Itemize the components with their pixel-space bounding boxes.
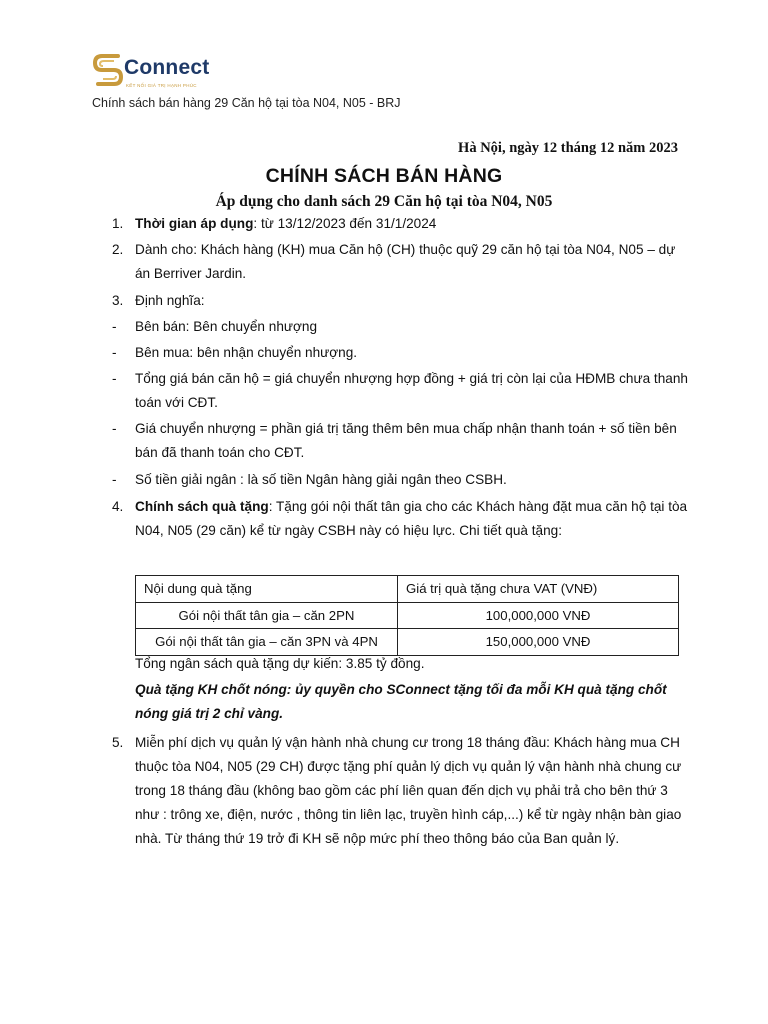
definition-item	[112, 468, 692, 492]
dash-marker: -	[112, 345, 117, 360]
table-header-cell: Nội dung quà tặng	[136, 576, 398, 603]
item-number: 1.	[112, 216, 124, 231]
table-cell: Gói nội thất tân gia – căn 2PN	[136, 602, 398, 629]
definition-item	[112, 341, 692, 365]
list-item-2	[112, 238, 692, 286]
dash-marker: -	[112, 421, 117, 436]
item-text: : từ 13/12/2023 đến 31/1/2024	[253, 216, 437, 231]
definition-item	[112, 315, 692, 339]
dash-marker: -	[112, 319, 117, 334]
list-item-1	[112, 212, 692, 236]
item-text: Bên bán: Bên chuyển nhượng	[135, 319, 318, 334]
list-item-5	[112, 731, 692, 851]
sconnect-logo-icon	[92, 50, 126, 92]
table-header-cell: Giá trị quà tặng chưa VAT (VNĐ)	[398, 576, 679, 603]
logo-tagline: KẾT NỐI GIÁ TRỊ HẠNH PHÚC	[126, 83, 197, 88]
sconnect-logo	[92, 50, 232, 92]
item-text: Dành cho: Khách hàng (KH) mua Căn hộ (CH) thuộc quỹ 29 căn hộ tại tòa N04, N05 – dự án Berriver Jardin.	[135, 242, 676, 281]
item-text: Tổng giá bán căn hộ = giá chuyển nhượng hợp đồng + giá trị còn lại của HĐMB chưa thanh toán với CĐT.	[135, 371, 688, 410]
item-text: Bên mua: bên nhận chuyển nhượng.	[135, 345, 358, 360]
item-text: Định nghĩa:	[135, 293, 205, 308]
table-row	[136, 602, 679, 629]
definition-item	[112, 417, 692, 465]
table-cell: 100,000,000 VNĐ	[398, 602, 679, 629]
item-label: Thời gian áp dụng	[135, 216, 254, 231]
item-label: Chính sách quà tặng	[135, 499, 269, 514]
dash-marker: -	[112, 472, 117, 487]
item-text: : Tặng gói nội thất tân gia cho các Khách hàng đặt mua căn hộ tại tòa N04, N05 (29 căn) kể từ ngày CSBH này có hiệu lực. Chi tiết quà tặng:	[135, 499, 688, 538]
item-number: 4.	[112, 499, 124, 514]
item-number: 5.	[112, 735, 124, 750]
list-item-4	[112, 495, 692, 543]
definition-item	[112, 367, 692, 415]
item-text: Miễn phí dịch vụ quản lý vận hành nhà chung cư trong 18 tháng đầu: Khách hàng mua CH thuộc tòa N04, N05 (29 CH) được tặng phí quản lý dịch vụ quản lý vận hành nhà chung cư trong 18 tháng đầu (không bao gồm các phí liên quan đến dịch vụ phải trả cho bên thứ 3 như : trông xe, điện, nước , thông tin liên lạc, truyền hình cáp,...) kể từ ngày nhận bàn giao nhà. Từ tháng thứ 19 trở đi KH sẽ nộp mức phí theo thông báo của Ban quản lý.	[135, 735, 682, 846]
page-title: CHÍNH SÁCH BÁN HÀNG	[265, 165, 503, 187]
table-cell: Gói nội thất tân gia – căn 3PN và 4PN	[136, 629, 398, 656]
budget-line: Tổng ngân sách quà tặng dự kiến: 3.85 tỷ đồng.	[135, 656, 425, 671]
hot-close-note: Quà tặng KH chốt nóng: ủy quyền cho SConnect tặng tối đa mỗi KH quà tặng chốt nóng giá trị 2 chỉ vàng.	[135, 682, 667, 721]
table-header-row	[136, 576, 679, 603]
document-header-line: Chính sách bán hàng 29 Căn hộ tại tòa N04, N05 - BRJ	[92, 96, 401, 110]
date-line: Hà Nội, ngày 12 tháng 12 năm 2023	[458, 140, 678, 156]
table-cell: 150,000,000 VNĐ	[398, 629, 679, 656]
page-subtitle: Áp dụng cho danh sách 29 Căn hộ tại tòa N04, N05	[215, 193, 553, 210]
item-number: 2.	[112, 242, 124, 257]
dash-marker: -	[112, 371, 117, 386]
item-text: Giá chuyển nhượng = phần giá trị tăng thêm bên mua chấp nhận thanh toán + số tiền bên bán đã thanh toán cho CĐT.	[135, 421, 677, 460]
list-item-3	[112, 289, 692, 313]
item-number: 3.	[112, 293, 124, 308]
item-text: Số tiền giải ngân : là số tiền Ngân hàng giải ngân theo CSBH.	[135, 472, 507, 487]
logo-wordmark: Connect	[124, 56, 210, 79]
gift-table	[135, 575, 679, 656]
